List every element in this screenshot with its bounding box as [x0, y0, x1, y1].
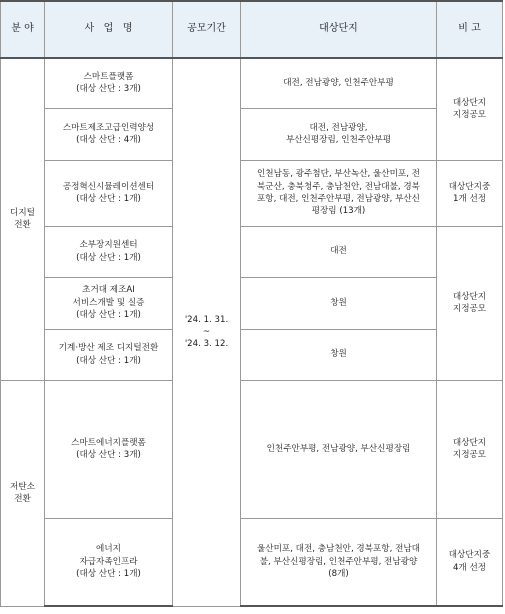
header-project: 사 업 명	[45, 1, 173, 58]
target-cell: 인천남동, 광주첨단, 부산녹산, 울산미포, 전 북군산, 충북청주, 충남천안, 전남대불, 경북 포항, 대전, 인천주안부평, 전남광양, 부산신 평장림 (13개)	[241, 160, 437, 226]
project-name: 초거대 제조AI	[82, 285, 135, 296]
project-name: 소부장지원센터	[79, 240, 138, 251]
project-name: 자급자족인프라	[79, 556, 138, 567]
table-row	[1, 226, 503, 277]
field-digital: 디지털 전환	[1, 58, 45, 380]
header-row	[1, 1, 503, 58]
project-name-cell	[45, 226, 173, 277]
note-designate: 대상단지 지정공모	[437, 58, 503, 160]
project-name-cell	[45, 58, 173, 108]
field-carbon: 저탄소 전환	[1, 380, 45, 606]
project-count: (대상 산단 : 3개)	[76, 450, 141, 460]
project-name: 에너지	[96, 544, 121, 555]
header-period: 공모기간	[173, 1, 241, 58]
project-name-cell	[45, 380, 173, 518]
target-cell: 대전, 전남광양, 인천주안부평	[241, 58, 437, 108]
header-field: 분 야	[1, 1, 45, 58]
header-target: 대상단지	[241, 1, 437, 58]
period-cell	[173, 58, 241, 606]
project-name-cell	[45, 108, 173, 160]
period-start: '24. 1. 31.	[184, 314, 229, 325]
project-name: 기계·방산 제조 디지털전환	[58, 343, 159, 354]
project-name: 서비스개발 및 실증	[72, 297, 145, 308]
table-row	[1, 518, 503, 606]
project-count: (대상 산단 : 4개)	[76, 135, 141, 145]
project-name: 스마트플랫폼	[83, 71, 134, 82]
project-name-cell	[45, 518, 173, 606]
project-count: (대상 산단 : 1개)	[76, 568, 141, 579]
project-name-cell	[45, 329, 173, 380]
table-row	[1, 108, 503, 160]
note-designate: 대상단지 지정공모	[437, 380, 503, 518]
project-count: (대상 산단 : 1개)	[76, 310, 141, 321]
target-cell: 대전, 전남광양, 부산신평장림, 인천주안부평	[241, 108, 437, 160]
target-cell: 창원	[241, 329, 437, 380]
project-name: 스마트에너지플랫폼	[71, 437, 146, 448]
period-tilde: ~	[202, 327, 211, 338]
table-row	[1, 380, 503, 518]
project-count: (대상 산단 : 3개)	[76, 84, 141, 95]
project-name: 스마트제조고급인력양성	[62, 122, 155, 133]
target-cell: 대전	[241, 226, 437, 277]
note-select-four: 대상단지중 4개 선정	[437, 518, 503, 606]
project-name: 공정혁신시뮬레이션센터	[62, 181, 155, 192]
project-count: (대상 산단 : 1개)	[76, 355, 141, 366]
target-cell: 울산미포, 대전, 충남천안, 경북포항, 전남대 불, 부산신평장림, 인천주안부평, 전남광양 (8개)	[241, 518, 437, 606]
table-row	[1, 277, 503, 329]
header-note: 비 고	[437, 1, 503, 58]
table-row	[1, 58, 503, 108]
project-count: (대상 산단 : 1개)	[76, 194, 141, 204]
project-name-cell	[45, 277, 173, 329]
table-row	[1, 160, 503, 226]
period-end: '24. 3. 12.	[184, 339, 229, 350]
target-cell: 창원	[241, 277, 437, 329]
project-count: (대상 산단 : 1개)	[76, 252, 141, 263]
target-cell: 인천주안부평, 전남광양, 부산신평장림	[241, 380, 437, 518]
note-designate: 대상단지 지정공모	[437, 226, 503, 380]
table-row	[1, 329, 503, 380]
project-name-cell	[45, 160, 173, 226]
note-select-one: 대상단지중 1개 선정	[437, 160, 503, 226]
